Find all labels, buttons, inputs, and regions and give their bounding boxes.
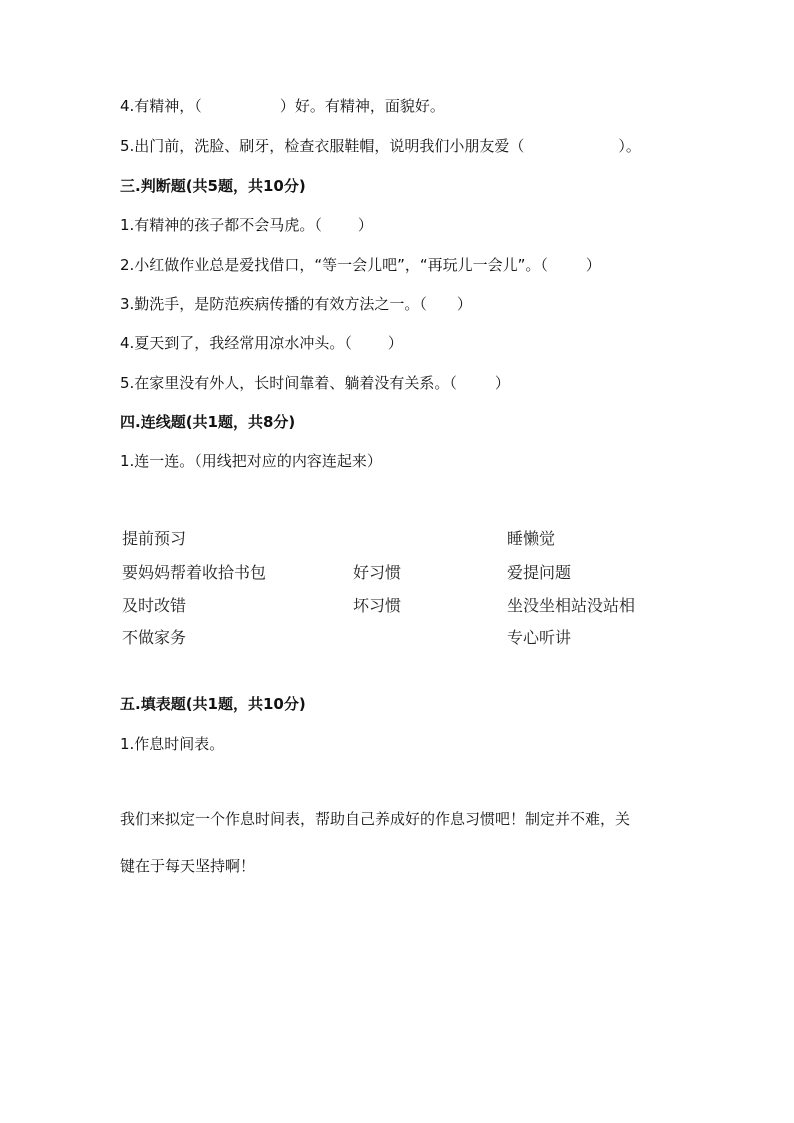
judge-heading: 三.判断题(共5题，共10分) [120, 177, 306, 195]
judge-item-text: 4.夏天到了，我经常用凉水冲头。（ [120, 334, 352, 352]
table-paragraph-line-1: 我们来拟定一个作息时间表，帮助自己养成好的作息习惯吧！制定并不难，关 [120, 810, 631, 828]
table-paragraph-line-2: 键在于每天坚持啊！ [120, 857, 256, 875]
judge-item-text: 5.在家里没有外人，长时间靠着、躺着没有关系。（ [120, 374, 457, 392]
match-right-item[interactable]: 爱提问题 [507, 563, 572, 582]
match-prompt: 1.连一连。（用线把对应的内容连起来） [120, 452, 382, 470]
judge-item-4 [120, 333, 403, 353]
match-right-item[interactable]: 坐没坐相站没站相 [507, 596, 636, 615]
judge-item-1 [120, 215, 373, 235]
judge-close-paren: ） [357, 216, 373, 234]
match-left-item[interactable]: 提前预习 [122, 529, 187, 548]
judge-item-5 [120, 373, 510, 393]
judge-item-text: 3.勤洗手，是防范疾病传播的有效方法之一。（ [120, 295, 427, 313]
judge-close-paren: ） [387, 334, 403, 352]
judge-item-3 [120, 294, 472, 314]
match-left-item[interactable]: 要妈妈帮着收拾书包 [122, 563, 267, 582]
match-left-item[interactable]: 及时改错 [122, 596, 187, 615]
judge-item-text: 1.有精神的孩子都不会马虎。（ [120, 216, 322, 234]
fill-q4-text-a: 4.有精神，（ [120, 97, 202, 115]
fill-question-5 [120, 136, 641, 156]
table-heading: 五.填表题(共1题，共10分) [120, 695, 306, 713]
match-left-item[interactable]: 不做家务 [122, 628, 187, 647]
match-heading: 四.连线题(共1题，共8分) [120, 413, 296, 431]
judge-close-paren: ） [456, 295, 472, 313]
fill-q4-text-b: ）好。有精神，面貌好。 [279, 97, 445, 115]
judge-item-2 [120, 255, 601, 275]
judge-close-paren: ） [494, 374, 510, 392]
fill-q5-text-b: ）。 [618, 137, 641, 155]
match-middle-item[interactable]: 坏习惯 [353, 596, 402, 615]
match-right-item[interactable]: 专心听讲 [507, 628, 572, 647]
fill-q5-text-a: 5.出门前，洗脸、刷牙，检查衣服鞋帽，说明我们小朋友爱（ [120, 137, 525, 155]
match-middle-item[interactable]: 好习惯 [353, 563, 402, 582]
fill-question-4 [120, 96, 445, 116]
table-prompt: 1.作息时间表。 [120, 735, 225, 753]
judge-item-text: 2.小红做作业总是爱找借口，“等一会儿吧”，“再玩儿一会儿”。（ [120, 256, 548, 274]
match-right-item[interactable]: 睡懒觉 [507, 529, 556, 548]
judge-close-paren: ） [585, 256, 601, 274]
